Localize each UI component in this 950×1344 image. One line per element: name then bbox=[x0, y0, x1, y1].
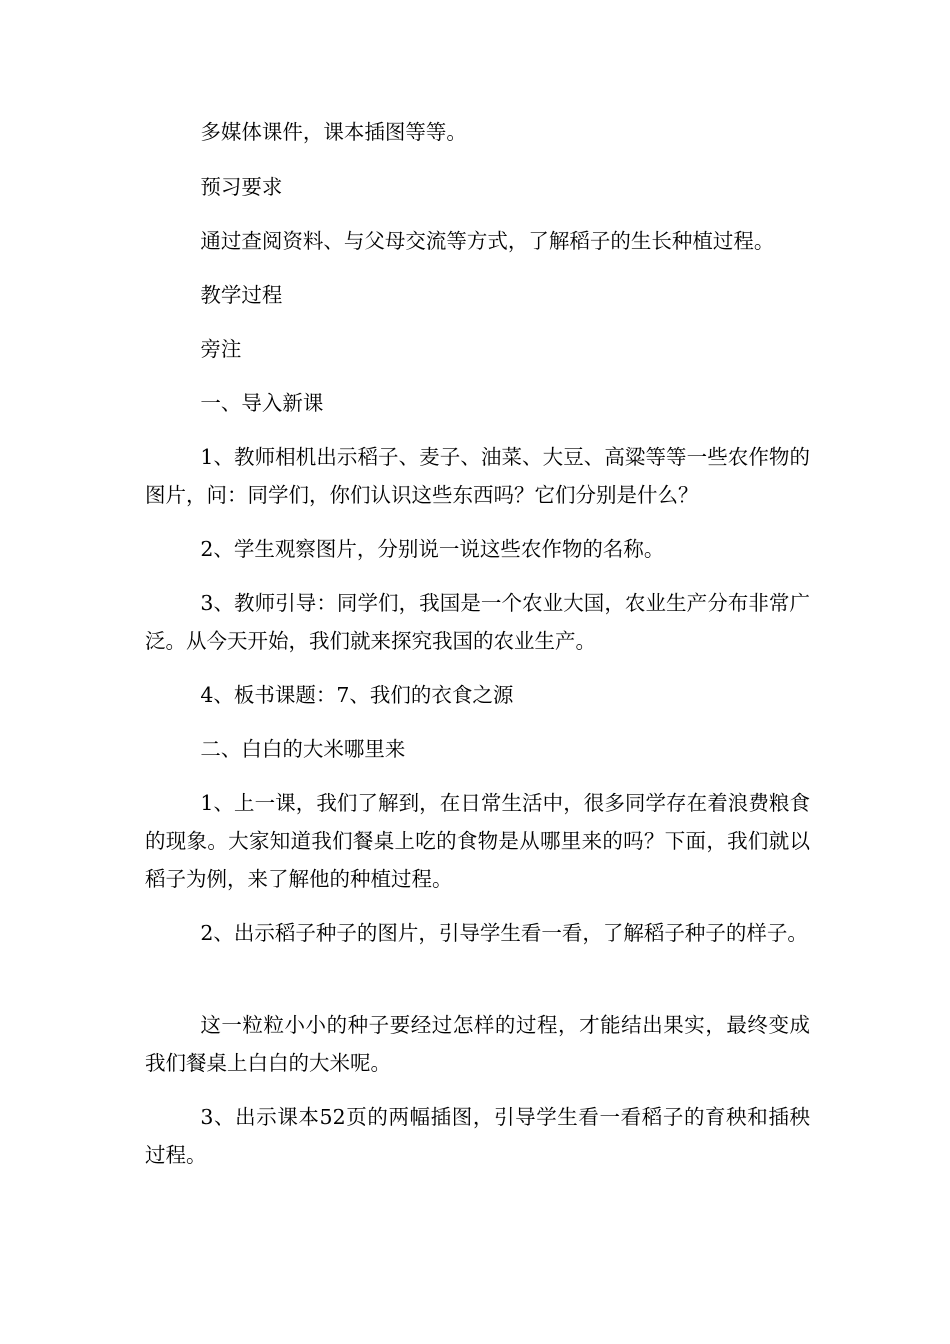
section-heading-intro: 一、导入新课 bbox=[200, 391, 324, 415]
heading-teaching-process: 教学过程 bbox=[200, 283, 283, 307]
paragraph-step-1-1: 1、教师相机出示稻子、麦子、油菜、大豆、高粱等等一些农作物的图片，问：同学们，你们认识这些东西吗？它们分别是什么？ bbox=[145, 445, 810, 507]
paragraph-step-2-2: 2、出示稻子种子的图片，引导学生看一看，了解稻子种子的样子。 bbox=[200, 921, 808, 945]
paragraph-seed-question: 这一粒粒小小的种子要经过怎样的过程，才能结出果实，最终变成我们餐桌上白白的大米呢。 bbox=[145, 1013, 810, 1075]
paragraph-step-1-3: 3、教师引导：同学们，我国是一个农业大国，农业生产分布非常广泛。从今天开始，我们就来探究我国的农业生产。 bbox=[145, 591, 810, 653]
paragraph-preview: 通过查阅资料、与父母交流等方式，了解稻子的生长种植过程。 bbox=[200, 229, 775, 253]
paragraph-step-2-3: 3、出示课本52页的两幅插图，引导学生看一看稻子的育秧和插秧过程。 bbox=[145, 1105, 810, 1167]
paragraph-step-2-1: 1、上一课，我们了解到，在日常生活中，很多同学存在着浪费粮食的现象。大家知道我们餐桌上吃的食物是从哪里来的吗？下面，我们就以稻子为例，来了解他的种植过程。 bbox=[145, 791, 810, 891]
paragraph-materials: 多媒体课件，课本插图等等。 bbox=[200, 120, 467, 144]
section-heading-rice: 二、白白的大米哪里来 bbox=[200, 737, 406, 761]
paragraph-step-1-4: 4、板书课题：7、我们的衣食之源 bbox=[200, 683, 514, 707]
heading-preview-requirements: 预习要求 bbox=[200, 175, 283, 199]
heading-side-notes: 旁注 bbox=[200, 337, 242, 361]
paragraph-step-1-2: 2、学生观察图片，分别说一说这些农作物的名称。 bbox=[200, 537, 665, 561]
